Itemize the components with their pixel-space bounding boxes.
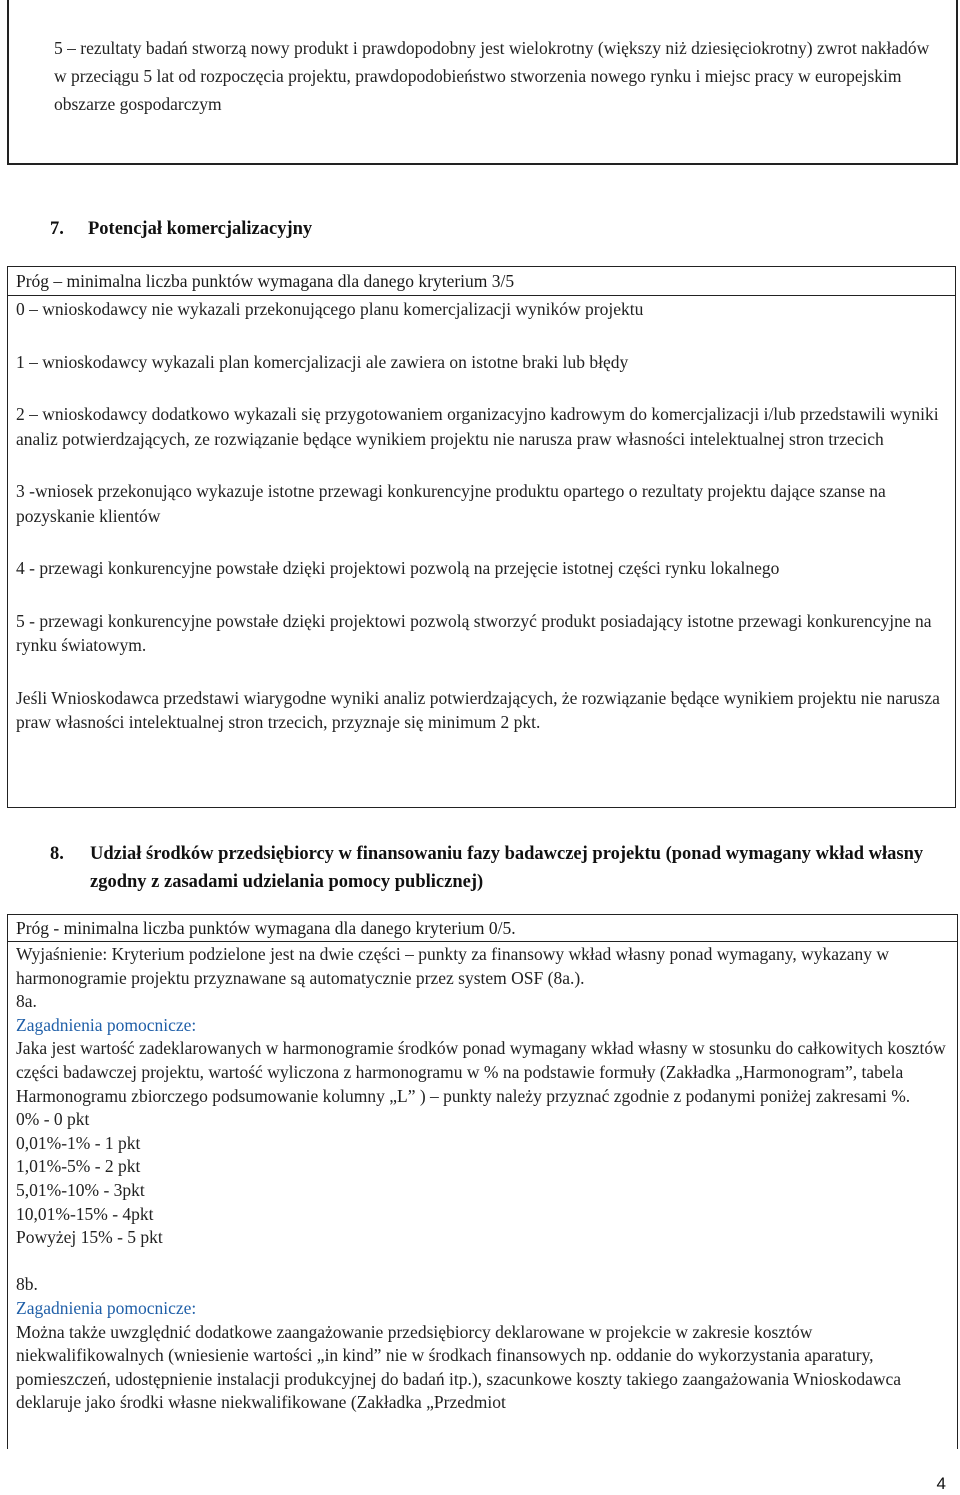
range-item: 0% - 0 pkt [16,1109,90,1130]
section-8-title: Udział środków przedsiębiorcy w finansowaniu fazy badawczej projektu (ponad wymagany wkład własny zgodny z zasadami udzielania pomocy publicznej) [90,844,924,892]
score-5-text: 5 - przewagi konkurencyjne powstałe dzięki projektowi pozwolą stworzyć produkt posiadający istotne przewagi konkurencyjne na rynku światowym. [16,610,932,655]
score-3-text: 3 -wniosek przekonująco wykazuje istotne przewagi konkurencyjne produktu opartego o rezultaty projektu dające szanse na pozyskanie klientów [16,481,886,526]
range-item: 1,01%-5% - 2 pkt [16,1156,141,1177]
section-7-threshold: Próg – minimalna liczba punktów wymagana dla danego kryterium 3/5 [8,267,955,296]
range-item: 5,01%-10% - 3pkt [16,1179,145,1200]
section-8-threshold: Próg - minimalna liczba punktów wymagana dla danego kryterium 0/5. [8,915,957,942]
score-1-text: 1 – wnioskodawcy wykazali plan komercjalizacji ale zawiera on istotne braki lub błędy [16,351,629,372]
part-8a-text: Jaka jest wartość zadeklarowanych w harmonogramie środków ponad wymagany wkład własny w stosunku do całkowitych kosztów części badawczej projektu, wartość wyliczona z harmonogramu w % na podstawie formuły (Zakładka „Harmonogram”, tabela Harmonogramu zbiorczego podsumowanie kolumny „L” ) – punkty należy przyznać zgodnie z podanymi poniżej zakresami %. [16,1038,946,1106]
section-8-table [7,914,958,1449]
spacer [16,1250,952,1274]
range-item: 10,01%-15% - 4pkt [16,1203,154,1224]
section-7-heading [50,219,312,240]
range-item: Powyżej 15% - 5 pkt [16,1227,163,1248]
part-8a-label: 8a. [16,991,37,1012]
score-4-text: 4 - przewagi konkurencyjne powstałe dzięki projektowi pozwolą na przejęcie istotnej części rynku lokalnego [16,558,780,578]
part-8b-text: Można także uwzględnić dodatkowe zaangażowanie przedsiębiorcy deklarowane w projekcie w zakresie kosztów niekwalifikowalnych (wniesienie wartości „in kind” nie w środkach finansowych np. oddanie do wykorzystania aparatury, pomieszczeń, udostępnienie instalacji produkcyjnej do badań itp.), szacunkowe koszty takiego zaangażowania Wnioskodawca deklaruje jako środki własne niekwalifikowane (Zakładka „Przedmiot [16,1321,902,1413]
section-7-title: Potencjał komercjalizacyjny [88,219,313,239]
section-7-number: 7. [50,219,64,239]
page-number: 4 [936,1474,946,1493]
helper-questions-8a-label: Zagadnienia pomocnicze: [16,1014,197,1035]
section-8-explanation: Wyjaśnienie: Kryterium podzielone jest na dwie części – punkty za finansowy wkład własny ponad wymagany, wykazany w harmonogramie projektu przyznawane są automatycznie przez system OSF (8a.). [16,944,890,988]
part-8b-label: 8b. [16,1274,38,1295]
helper-questions-8b-label: Zagadnienia pomocnicze: [16,1297,197,1318]
criterion-6-score-5-text: 5 – rezultaty badań stworzą nowy produkt i prawdopodobny jest wielokrotny (większy niż dziesięciokrotny) zwrot nakładów w przeciągu 5 lat od rozpoczęcia projektu, prawdopodobieństwo stworzenia nowego rynku i miejsc pracy w europejskim obszarze gospodarczym [54,38,930,114]
section-8-heading [50,840,930,896]
score-0-text: 0 – wnioskodawcy nie wykazali przekonującego planu komercjalizacji wyników projektu [16,299,644,319]
criterion-6-box [7,0,958,165]
section-7-table [7,266,956,808]
ip-note-text: Jeśli Wnioskodawca przedstawi wiarygodne wyniki analiz potwierdzających, że rozwiązanie będące wynikiem projektu nie narusza praw własności intelektualnej stron trzecich, przyznaje się minimum 2 pkt. [16,687,940,732]
section-8-number: 8. [50,844,64,864]
section-7-body [16,297,946,763]
range-item: 0,01%-1% - 1 pkt [16,1132,141,1153]
score-2-text: 2 – wnioskodawcy dodatkowo wykazali się przygotowaniem organizacyjno kadrowym do komercjalizacji i/lub przedstawili wyniki analiz potwierdzających, ze rozwiązanie będące wynikiem projektu nie narusza praw własności intelektualnej stron trzecich [16,404,939,449]
section-8-body [16,943,952,1415]
